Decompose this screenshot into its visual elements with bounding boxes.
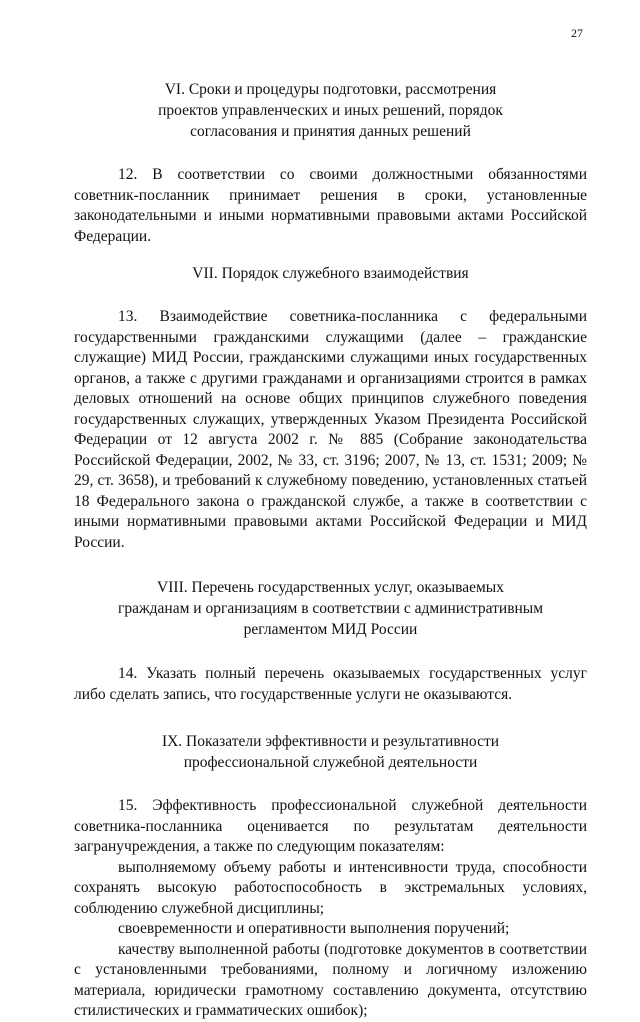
heading-line: гражданам и организациям в соответствии с административным xyxy=(117,600,544,617)
heading-line: проектов управленческих и иных решений, порядок xyxy=(158,102,503,119)
indicator-item: выполняемому объему работы и интенсивности труда, способности сохранять высокую работоспособность в экстремальных условиях, соблюдению служебной дисциплины; xyxy=(74,858,587,917)
section-7-heading xyxy=(74,263,587,284)
heading-line: VIII. Перечень государственных услуг, оказываемых xyxy=(157,579,504,596)
paragraph-15: 15. Эффективность профессиональной служебной деятельности советника-посланника оценивается по результатам деятельности загранучреждения, а также по следующим показателям: xyxy=(74,797,587,855)
paragraph-13: 13. Взаимодействие советника-посланника с федеральными государственными гражданскими служащими (далее – гражданские служащие) МИД России, гражданскими служащими иных государственных органов, а также с другими гражданами и организациями строится в рамках деловых отношений на основе общих принципов служебного поведения государственных служащих, утвержденных Указом Президента Российской Федерации от 12 августа 2002 г. № 885 (Собрание законодательства Российской Федерации, 2002, № 33, ст. 3196; 2007, № 13, ст. 1531; 2009; № 29, ст. 3658), и требований к служебному поведению, установленных статьей 18 Федерального закона о гражданской службе, а также в соответствии с иными нормативными правовыми актами Российской Федерации и МИД России. xyxy=(74,308,587,551)
heading-line: IX. Показатели эффективности и результативности xyxy=(161,733,500,750)
paragraph-12: 12. В соответствии со своими должностными обязанностями советник-посланник принимает решения в сроки, установленные законодательными и иными нормативными правовыми актами Российской Федерации. xyxy=(74,166,587,245)
section-6-heading xyxy=(74,79,587,142)
page-number: 27 xyxy=(571,26,583,40)
paragraph-14: 14. Указать полный перечень оказываемых государственных услуг либо сделать запись, что государственные услуги не оказываются. xyxy=(74,665,587,703)
indicator-item: качеству выполненной работы (подготовке документов в соответствии с установленными требованиями, полному и логичному изложению материала, юридически грамотному составлению документа, отсутствию стилистических и грамматических ошибок); xyxy=(74,940,587,1019)
page-content xyxy=(74,79,587,1022)
section-8-heading xyxy=(74,577,587,640)
section-9-heading xyxy=(74,731,587,773)
indicator-item: своевременности и оперативности выполнения поручений; xyxy=(118,920,510,937)
heading-line: VI. Сроки и процедуры подготовки, рассмотрения xyxy=(164,81,497,98)
heading-line: VII. Порядок служебного взаимодействия xyxy=(192,265,469,282)
heading-line: регламентом МИД России xyxy=(243,621,418,638)
heading-line: согласования и принятия данных решений xyxy=(190,123,471,140)
heading-line: профессиональной служебной деятельности xyxy=(183,754,478,771)
